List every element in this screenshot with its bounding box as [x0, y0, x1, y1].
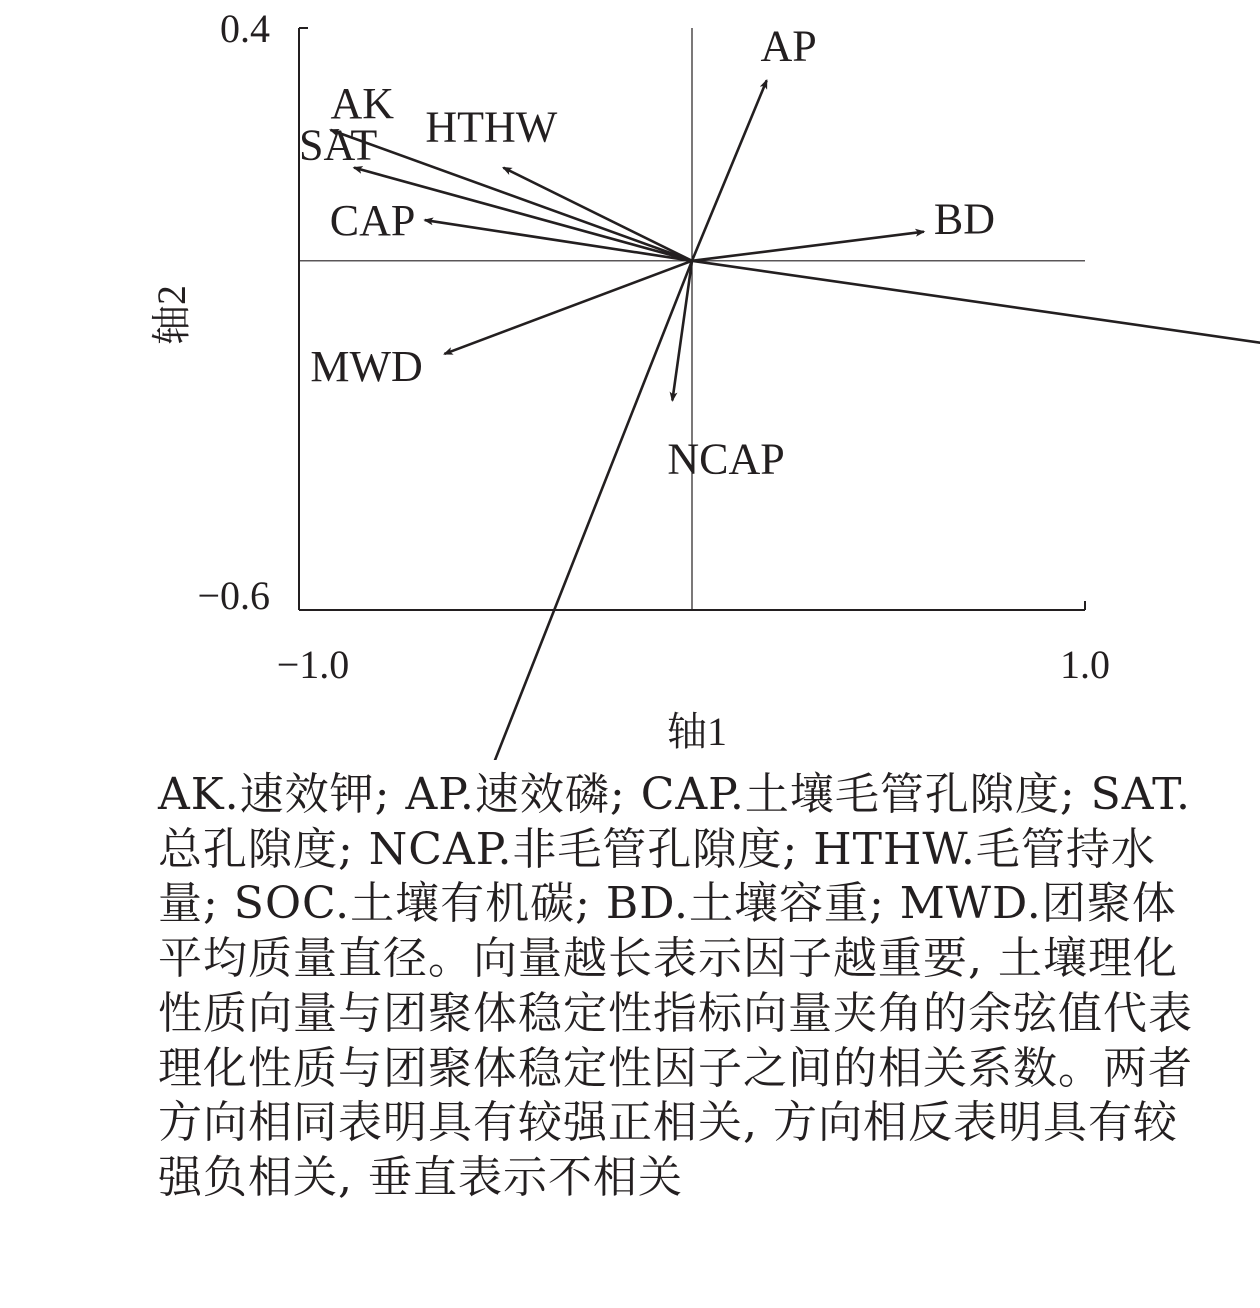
y-tick-label-top: 0.4 — [220, 6, 270, 51]
vector-ncap-arrow — [672, 261, 692, 401]
vector-soc-arrow — [488, 261, 692, 760]
vector-ncap-label: NCAP — [667, 434, 785, 484]
vector-group — [299, 21, 1260, 760]
vector-ak-label: AK — [330, 78, 395, 128]
plot-axes — [299, 28, 1085, 610]
x-tick-label-left: −1.0 — [276, 642, 350, 687]
vector-bd-label: BD — [933, 194, 995, 244]
vector-ap-arrow — [692, 80, 767, 260]
y-axis-title: 轴2 — [149, 285, 194, 345]
vector-cap-label: CAP — [329, 196, 416, 246]
x-axis-title: 轴1 — [667, 709, 727, 754]
figure-caption: AK.速效钾; AP.速效磷; CAP.土壤毛管孔隙度; SAT.总孔隙度; NCAP.非毛管孔隙度; HTHW.毛管持水量; SOC.土壤有机碳; BD.土壤容重; MWD.团聚体平均质量直径。向量越长表示因子越重要, 土壤理化性质向量与团聚体稳定性指标向量夹角的余弦值代表理化性质与团聚体稳定性因子之间的相关系数。两者方向相同表明具有较强正相关, 方向相反表明具有较强负相关, 垂直表示不相关 — [158, 769, 1193, 1203]
vector-mwd-arrow — [444, 261, 692, 354]
vector-k-arrow — [692, 261, 1260, 348]
y-tick-label-bottom: −0.6 — [197, 573, 270, 618]
vector-mwd-label: MWD — [310, 341, 423, 391]
vector-sat-label: SAT — [299, 120, 378, 170]
vector-ap-label: AP — [760, 21, 817, 71]
vector-hthw-label: HTHW — [425, 102, 558, 152]
vector-bd-arrow — [692, 232, 924, 261]
x-tick-label-right: 1.0 — [1060, 642, 1110, 687]
